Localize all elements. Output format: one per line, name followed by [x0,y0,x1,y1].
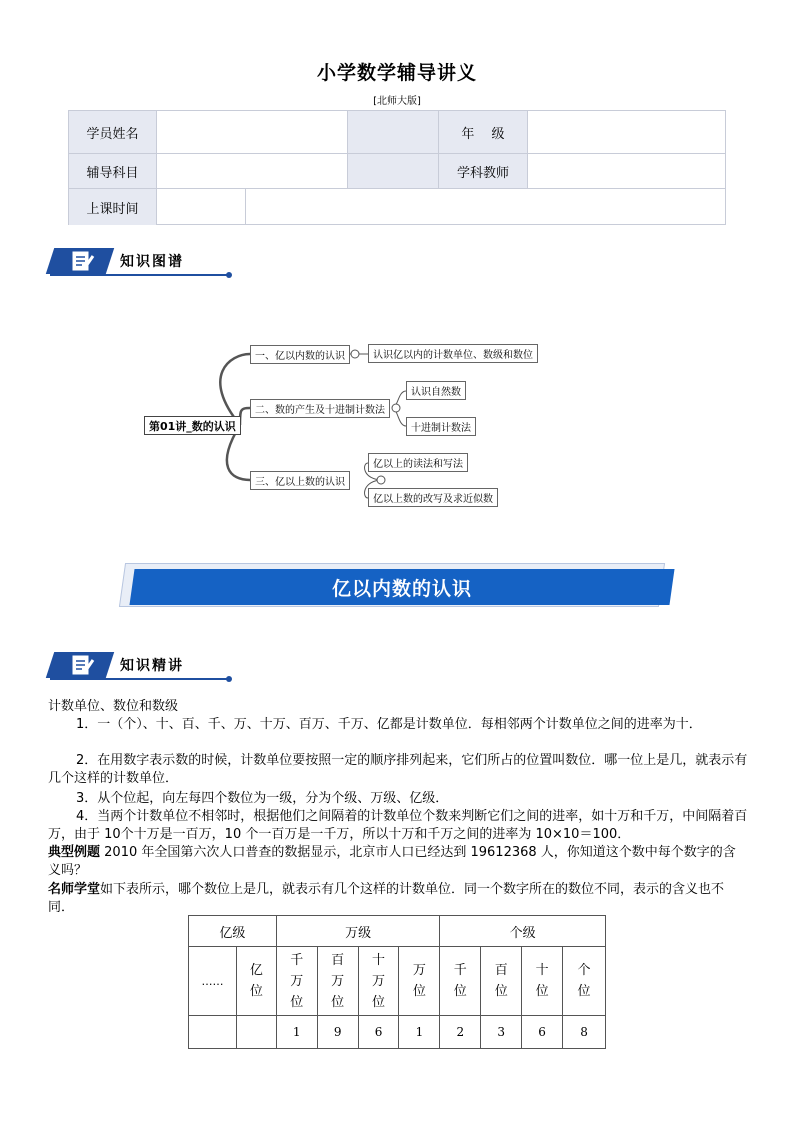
notepad-pencil-icon [70,653,96,677]
edition-label: [北师大版] [373,96,421,107]
time-field-1[interactable] [157,189,246,225]
topic-header [122,563,674,609]
empty-cell [236,1016,276,1049]
position-ge: 个 位 [563,947,606,1016]
notepad-pencil-icon [70,249,96,273]
info-table [68,110,726,225]
position-qianwan: 千 万 位 [276,947,317,1016]
digit-cell: 9 [317,1016,358,1049]
mind-map-branch-1[interactable]: 一、亿以内数的认识 [250,345,350,364]
mind-map-branch-3[interactable]: 三、亿以上数的认识 [250,471,350,490]
place-value-table [188,915,606,1049]
position-shi: 十 位 [522,947,563,1016]
grade-field[interactable] [528,111,726,154]
section-title: 知识精讲 [120,658,184,674]
position-bai: 百 位 [481,947,522,1016]
level-header-ge: 个级 [440,916,606,947]
subject-field[interactable] [157,154,348,189]
time-field-2[interactable] [246,189,726,225]
shade-cell [348,154,439,189]
section-banner-knowledge-detail [50,650,230,680]
position-yi: 亿 位 [236,947,276,1016]
content-paragraph-1: 1．一（个）、十、百、千、万、十万、百万、千万、亿都是计数单位．每相邻两个计数单位之间的进率为十． [76,717,702,732]
position-wan: 万 位 [399,947,440,1016]
digit-cell: 8 [563,1016,606,1049]
example-paragraph [48,844,748,880]
section-title: 知识图谱 [120,254,184,270]
student-name-field[interactable] [157,111,348,154]
topic-title: 亿以内数的认识 [331,577,472,600]
level-header-wan: 万级 [276,916,440,947]
digit-cell: 6 [358,1016,399,1049]
subject-label: 辅导科目 [69,154,157,189]
content-subtitle: 计数单位、数位和数级 [48,699,179,714]
page-title: 小学数学辅导讲义 [316,62,477,84]
empty-cell [189,1016,237,1049]
level-header-yi: 亿级 [189,916,277,947]
mind-map-leaf[interactable]: 认识自然数 [406,381,466,400]
example-label: 典型例题 [48,845,101,860]
mind-map-leaf[interactable]: 亿以上的读法和写法 [368,453,468,472]
teacher-text: 如下表所示，哪个数位上是几，就表示有几个这样的计数单位．同一个数字所在的数位不同，表示的含义也不同． [48,882,725,915]
mind-map [140,336,540,516]
teacher-field[interactable] [528,154,726,189]
mind-map-leaf[interactable]: 亿以上数的改写及求近似数 [368,488,498,507]
position-qian: 千 位 [440,947,481,1016]
teacher-paragraph [48,881,748,917]
shade-cell [348,111,439,154]
section-banner-knowledge-map [50,246,230,276]
teacher-label: 名师学堂 [48,882,101,897]
grade-label: 年 级 [439,111,528,154]
ellipsis-cell: …… [189,947,237,1016]
mind-map-root[interactable]: 第01讲_数的认识 [144,416,241,435]
position-baiwan: 百 万 位 [317,947,358,1016]
mind-map-leaf[interactable]: 认识亿以内的计数单位、数级和数位 [368,344,538,363]
digit-cell: 3 [481,1016,522,1049]
mind-map-leaf[interactable]: 十进制计数法 [406,417,476,436]
position-shiwan: 十 万 位 [358,947,399,1016]
mind-map-branch-2[interactable]: 二、数的产生及十进制计数法 [250,399,390,418]
digit-cell: 6 [522,1016,563,1049]
content-paragraph-4: 4．当两个计数单位不相邻时，根据他们之间隔着的计数单位个数来判断它们之间的进率，如十万和千万，中间隔着百万，由于 10个十万是一百万，10 个一百万是一千万，所以十万和千万之间的进率为 10×10＝100． [48,809,748,842]
digit-cell: 1 [399,1016,440,1049]
time-label: 上课时间 [69,189,157,225]
teacher-label: 学科教师 [439,154,528,189]
example-text: 2010 年全国第六次人口普查的数据显示，北京市人口已经达到 19612368 人，你知道这个数中每个数字的含义吗？ [48,845,736,878]
digit-cell: 2 [440,1016,481,1049]
content-paragraph-2: 2．在用数字表示数的时候，计数单位要按照一定的顺序排列起来，它们所占的位置叫数位．哪一位上是几，就表示有几个这样的计数单位． [48,753,748,786]
content-paragraph-3: 3．从个位起，向左每四个数位为一级，分为个级、万级、亿级． [76,791,449,806]
digit-cell: 1 [276,1016,317,1049]
student-name-label: 学员姓名 [69,111,157,154]
